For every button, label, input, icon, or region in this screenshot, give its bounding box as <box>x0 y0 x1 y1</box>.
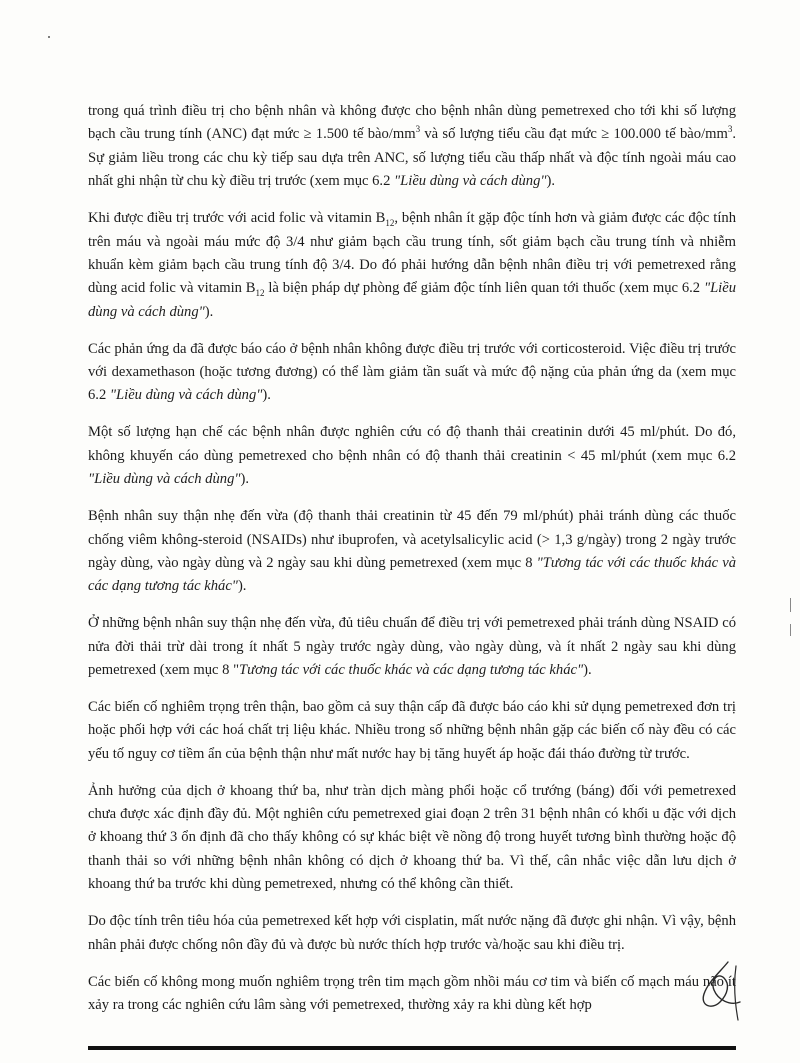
superscript: 3 <box>415 124 421 135</box>
paragraph-2 <box>88 207 736 324</box>
text-segment: Ở những bệnh nhân suy thận nhẹ đến vừa, đủ tiêu chuẩn để điều trị với pemetrexed phải tránh dùng NSAID có nửa đời thải trừ dài trong ít nhất 5 ngày trước ngày dùng, vào ngày dùng, và ít nhất 2 ngày sau khi dùng pemetrexed (xem mục 8 " <box>88 615 736 679</box>
text-segment: ). <box>237 578 247 595</box>
text-segment: ). <box>583 662 592 679</box>
margin-mark <box>790 598 791 612</box>
document-body <box>88 100 736 1031</box>
text-segment: trong quá trình điều trị cho bệnh nhân và không được cho bệnh nhân dùng pemetrexed cho tới khi số lượng bạch cầu trung tính (ANC) đạt mức ≥ 1.500 tế bào/mm <box>88 103 736 143</box>
italic-reference: "Liều dùng và cách dùng" <box>88 471 241 488</box>
italic-reference: "Liều dùng và cách dùng" <box>88 280 737 320</box>
text-segment: Khi được điều trị trước với acid folic và vitamin B <box>88 210 386 227</box>
text-segment: ). <box>240 471 250 488</box>
text-segment: , bệnh nhân ít gặp độc tính hơn và giảm được các độc tính trên máu và ngoài máu mức độ 3/4 như giảm bạch cầu trung tính, sốt giảm bạch cầu trung tính và nhiễm khuẩn kèm giảm bạch cầu trung tính độ 3/4. Do đó phải hướng dẫn bệnh nhân điều trị với pemetrexed rằng dùng acid folic và vitamin B <box>88 210 736 297</box>
text-segment: ). <box>262 387 271 404</box>
paragraph-4 <box>88 421 736 491</box>
italic-reference: "Liều dùng và cách dùng" <box>394 173 547 190</box>
italic-reference: "Liều dùng và cách dùng" <box>109 387 263 404</box>
footer-rule <box>88 1046 736 1050</box>
paragraph-1 <box>88 100 736 194</box>
superscript: 3 <box>727 124 733 135</box>
text-segment: và số lượng tiểu cầu đạt mức ≥ 100.000 tế bào/mm <box>420 126 728 143</box>
text-segment: Ảnh hưởng của dịch ở khoang thứ ba, như tràn dịch màng phổi hoặc cổ trướng (báng) đối với pemetrexed chưa được xác định đầy đủ. Một nghiên cứu pemetrexed giai đoạn 2 trên 31 bệnh nhân có khối u đặc với dịch ở khoang thứ 3 ổn định đã cho thấy không có sự khác biệt về nồng độ trong huyết tương bình thường hoặc độ thanh thải so với những bệnh nhân không có dịch ở khoang thứ ba. Vì thế, cân nhắc việc dẫn lưu dịch ở khoang thứ ba trước khi dùng pemetrexed, nhưng có thể không cần thiết. <box>88 782 736 893</box>
paragraph-10 <box>88 971 736 1018</box>
paragraph-5 <box>88 505 736 599</box>
paragraph-6 <box>88 612 736 682</box>
paragraph-8 <box>88 780 736 897</box>
subscript: 12 <box>255 288 265 299</box>
scan-speck <box>48 36 50 38</box>
paragraph-9 <box>88 910 736 957</box>
text-segment: ). <box>204 303 214 320</box>
paragraph-7 <box>88 696 736 766</box>
text-segment: Các biến cố nghiêm trọng trên thận, bao gồm cả suy thận cấp đã được báo cáo khi sử dụng pemetrexed đơn trị hoặc phối hợp với các hoá chất trị liệu khác. Nhiều trong số những bệnh nhân gặp các biến cố này đều có các yếu tố nguy cơ tiềm ẩn của bệnh thận như mất nước hay bị tăng huyết áp hoặc đái tháo đường từ trước. <box>88 698 736 762</box>
text-segment: . Sự giảm liều trong các chu kỳ tiếp sau dựa trên ANC, số lượng tiểu cầu thấp nhất và độc tính ngoài máu cao nhất ghi nhận từ chu kỳ điều trị trước (xem mục 6.2 <box>88 126 736 190</box>
handwritten-signature <box>690 958 750 1028</box>
text-segment: ). <box>546 173 556 190</box>
subscript: 12 <box>385 218 395 229</box>
text-segment: Các biến cố không mong muốn nghiêm trọng trên tim mạch gồm nhồi máu cơ tim và biến cố mạch máu não ít xảy ra trong các nghiên cứu lâm sàng với pemetrexed, thường xảy ra khi dùng kết hợp <box>88 973 736 1013</box>
text-segment: Một số lượng hạn chế các bệnh nhân được nghiên cứu có độ thanh thải creatinin dưới 45 ml/phút. Do đó, không khuyến cáo dùng pemetrexed cho bệnh nhân có độ thanh thải creatinin < 45 ml/phút (xem mục 6.2 <box>88 424 736 464</box>
text-segment: là biện pháp dự phòng để giảm độc tính liên quan tới thuốc (xem mục 6.2 <box>264 280 704 297</box>
text-segment: Các phản ứng da đã được báo cáo ở bệnh nhân không được điều trị trước với corticosteroid. Việc điều trị trước với dexamethason (hoặc tương đương) có thể làm giảm tần suất và mức độ nặng của phản ứng da (xem mục 6.2 <box>88 340 736 404</box>
text-segment: Bệnh nhân suy thận nhẹ đến vừa (độ thanh thải creatinin từ 45 đến 79 ml/phút) phải tránh dùng các thuốc chống viêm không-steroid (NSAIDs) như ibuprofen, và acetylsalicylic acid (> 1,3 g/ngày) trong 2 ngày trước ngày dùng, vào ngày dùng và 2 ngày sau khi dùng pemetrexed (xem mục 8 <box>88 508 736 571</box>
margin-mark <box>790 624 791 636</box>
text-segment: Do độc tính trên tiêu hóa của pemetrexed kết hợp với cisplatin, mất nước nặng đã được ghi nhận. Vì vậy, bệnh nhân phải được chống nôn đầy đủ và được bù nước thích hợp trước và/hoặc sau khi điều trị. <box>88 913 736 953</box>
paragraph-3 <box>88 338 736 408</box>
italic-reference: "Tương tác với các thuốc khác và các dạng tương tác khác" <box>88 554 736 595</box>
italic-reference: Tương tác với các thuốc khác và các dạng tương tác khác" <box>239 662 584 679</box>
